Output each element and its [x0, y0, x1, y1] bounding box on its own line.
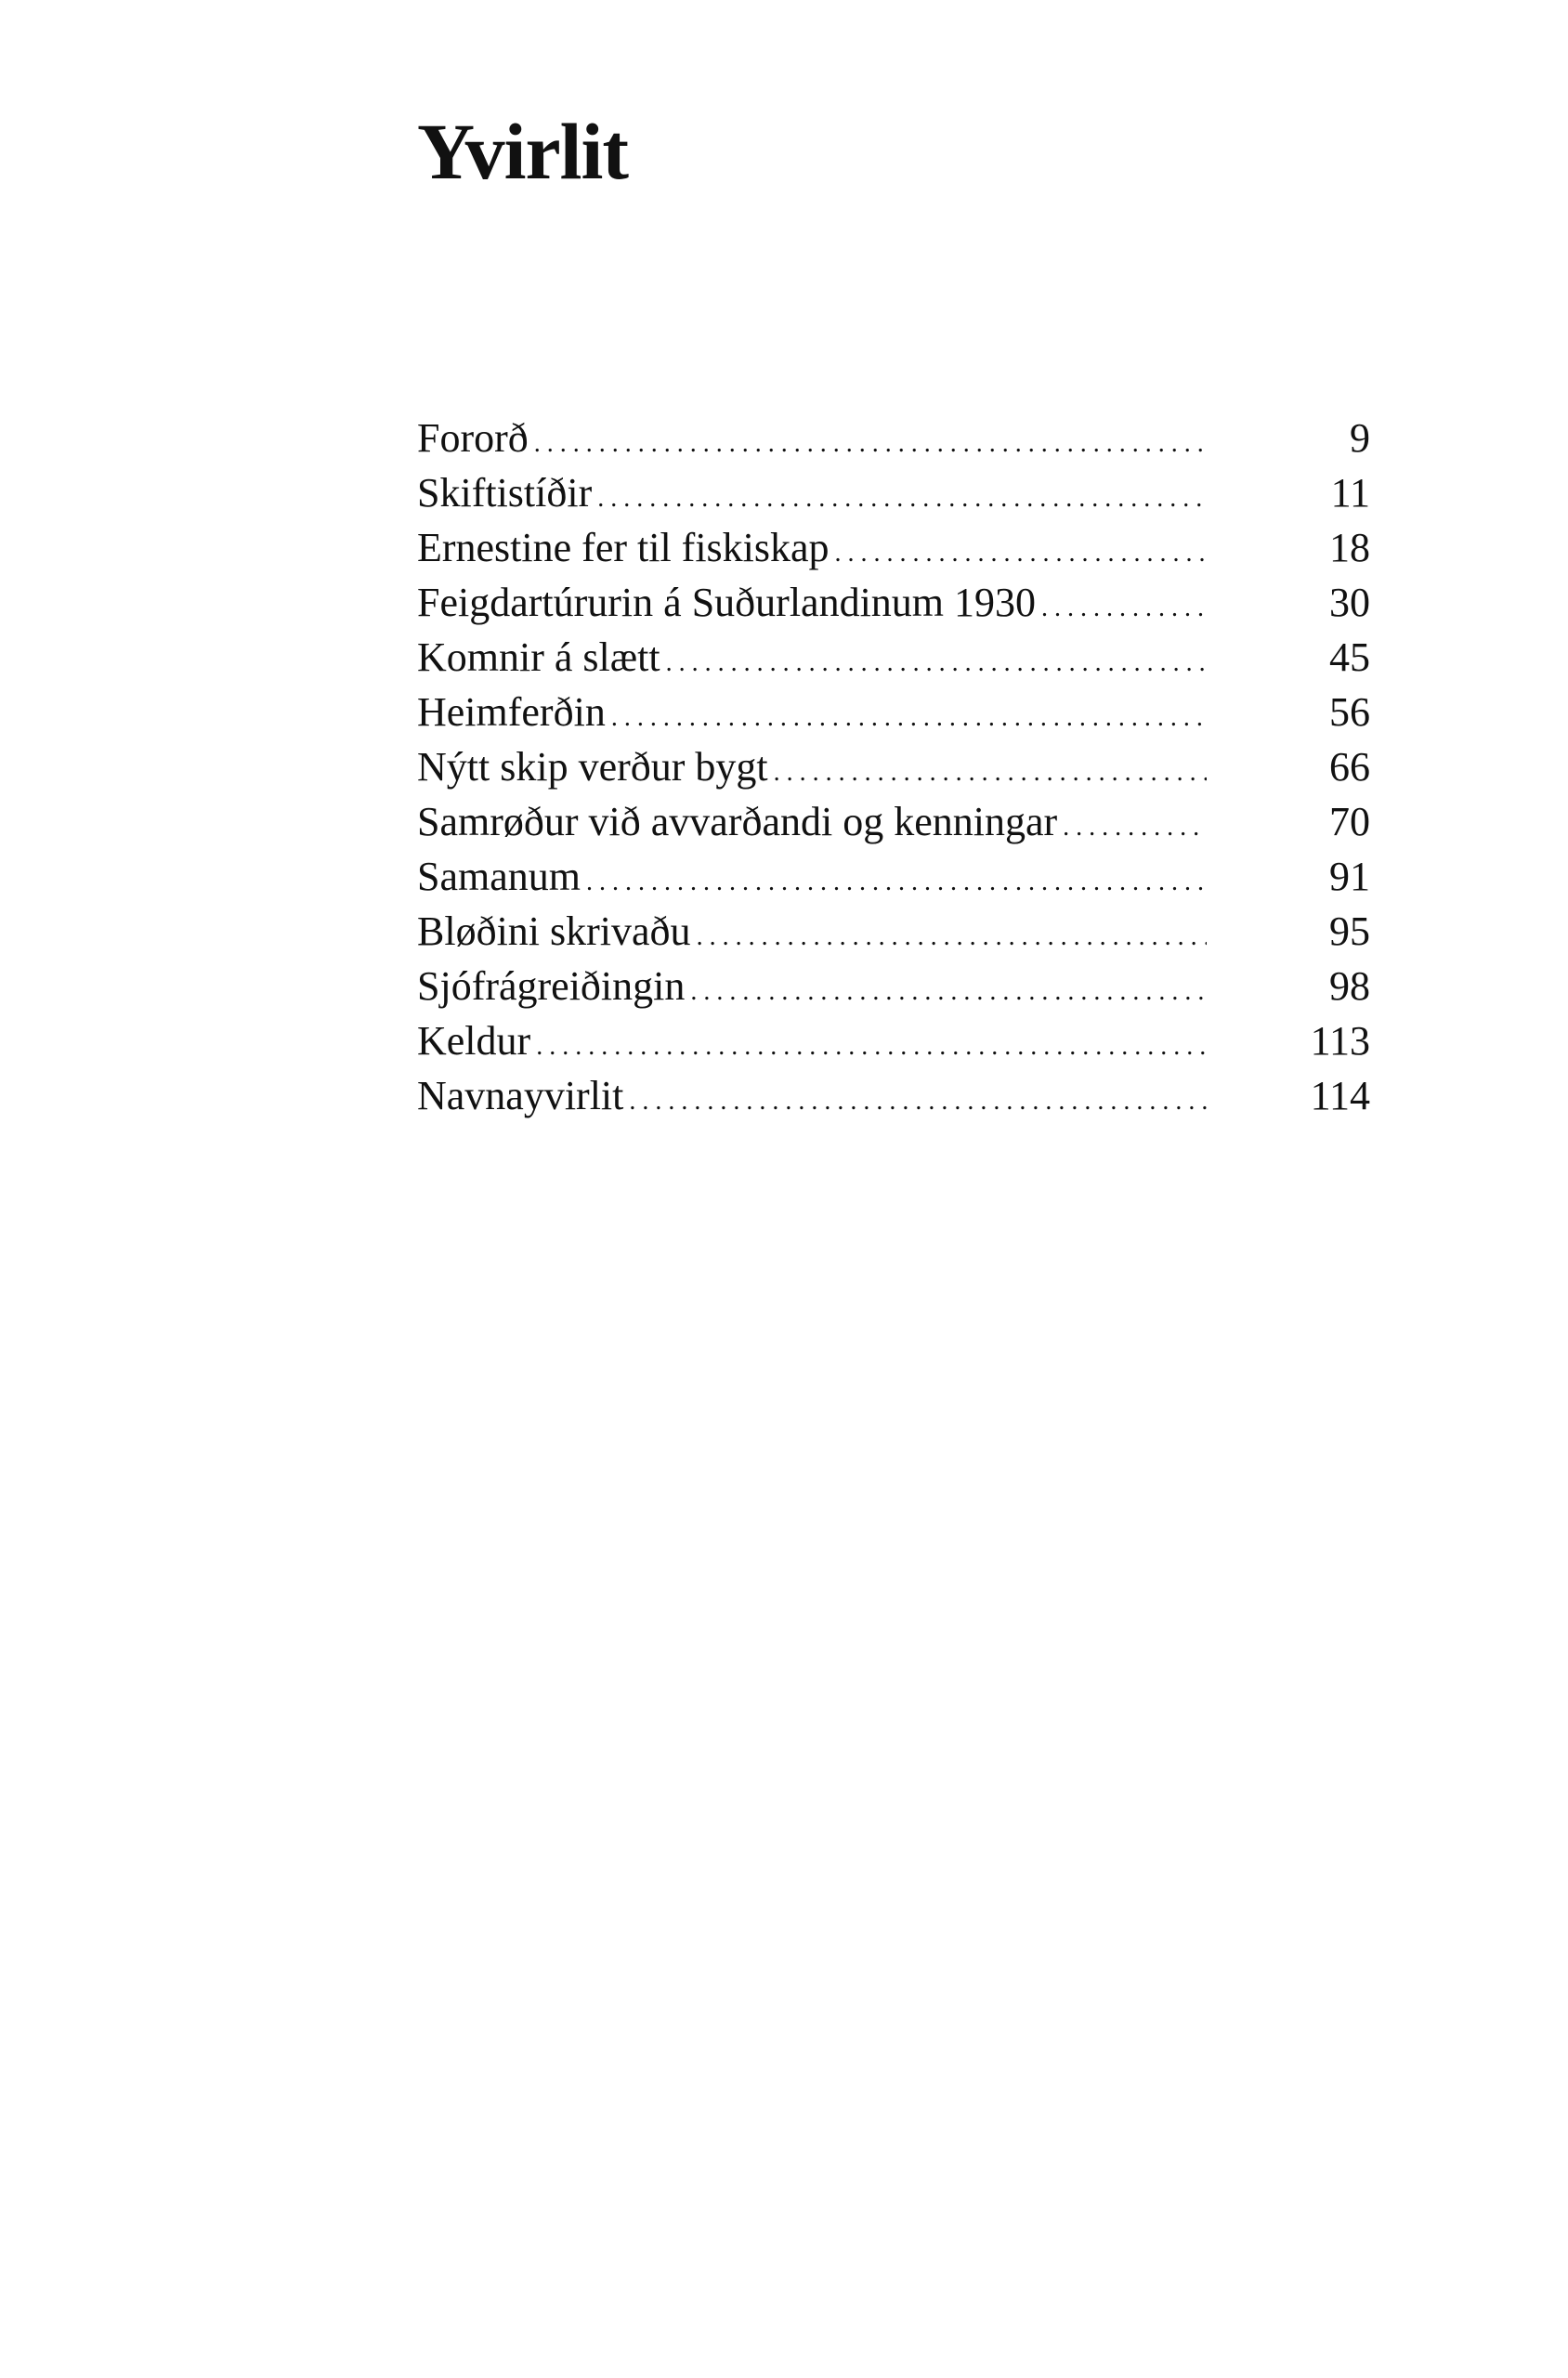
- dot-leader: [666, 630, 1207, 690]
- toc-entry-page: 30: [1329, 580, 1370, 625]
- toc-entry: [417, 739, 1370, 794]
- toc-entry: [417, 1068, 1370, 1123]
- toc-entry: [417, 904, 1370, 959]
- dot-leader: [536, 1013, 1207, 1074]
- toc-entry-text: [417, 1068, 1212, 1129]
- toc-entry-page: 91: [1329, 854, 1370, 899]
- toc-entry: [417, 465, 1370, 520]
- toc-entry-text: [417, 849, 1212, 909]
- toc-entry-label: Navnayvirlit: [417, 1073, 624, 1118]
- toc-entry-page: 114: [1310, 1073, 1370, 1118]
- toc-entry-page: 95: [1329, 908, 1370, 954]
- toc-entry-label: Ernestine fer til fiskiskap: [417, 525, 830, 570]
- toc-entry-label: Bløðini skrivaðu: [417, 908, 691, 954]
- toc-entry-label: Komnir á slætt: [417, 634, 660, 680]
- toc-entry-text: [417, 575, 1212, 635]
- toc-entry-text: [417, 794, 1212, 855]
- toc-entry-label: Sjófrágreiðingin: [417, 963, 686, 1009]
- dot-leader: [586, 849, 1207, 909]
- toc-entry-label: Samrøður við avvarðandi og kenningar: [417, 799, 1058, 844]
- toc-entry-label: Feigdartúrurin á Suðurlandinum 1930: [417, 580, 1037, 625]
- toc-entry: [417, 794, 1370, 849]
- toc-entry-page: 113: [1310, 1018, 1370, 1064]
- dot-leader: [690, 959, 1207, 1019]
- toc-entry-text: [417, 1013, 1212, 1074]
- toc-entry: [417, 575, 1370, 630]
- toc-entry: [417, 685, 1370, 739]
- toc-entry-label: Nýtt skip verður bygt: [417, 744, 768, 790]
- toc-entry: [417, 849, 1370, 904]
- dot-leader: [697, 904, 1207, 964]
- toc-entry-label: Samanum: [417, 854, 581, 899]
- toc-entry: [417, 1013, 1370, 1068]
- toc-entry-page: 9: [1350, 415, 1370, 461]
- toc-entry-page: 98: [1329, 963, 1370, 1009]
- dot-leader: [1041, 575, 1207, 635]
- dot-leader: [629, 1068, 1207, 1129]
- toc-entry-label: Keldur: [417, 1018, 531, 1064]
- toc-entry: [417, 959, 1370, 1013]
- toc-entry-page: 66: [1329, 744, 1370, 790]
- toc-entry-page: 18: [1329, 525, 1370, 570]
- toc-entry-text: [417, 959, 1212, 1019]
- toc-entry-page: 45: [1329, 634, 1370, 680]
- dot-leader: [774, 739, 1207, 800]
- toc-entry-text: [417, 411, 1212, 471]
- toc-entry: [417, 630, 1370, 685]
- table-of-contents: [417, 411, 1370, 1123]
- page-title: Yvirlit: [417, 107, 629, 196]
- toc-entry-text: [417, 685, 1212, 745]
- toc-entry-text: [417, 630, 1212, 690]
- dot-leader: [835, 520, 1207, 581]
- toc-entry-page: 11: [1330, 470, 1370, 516]
- toc-entry-page: 70: [1329, 799, 1370, 844]
- dot-leader: [611, 685, 1207, 745]
- dot-leader: [534, 411, 1207, 471]
- toc-entry-text: [417, 465, 1212, 526]
- dot-leader: [1063, 794, 1207, 855]
- toc-entry-label: Skiftistíðir: [417, 470, 593, 516]
- toc-entry-text: [417, 520, 1212, 581]
- toc-entry-label: Heimferðin: [417, 689, 606, 735]
- toc-entry-text: [417, 739, 1212, 800]
- dot-leader: [597, 465, 1207, 526]
- toc-entry: [417, 520, 1370, 575]
- toc-entry-label: Fororð: [417, 415, 529, 461]
- toc-entry: [417, 411, 1370, 465]
- toc-entry-text: [417, 904, 1212, 964]
- toc-entry-page: 56: [1329, 689, 1370, 735]
